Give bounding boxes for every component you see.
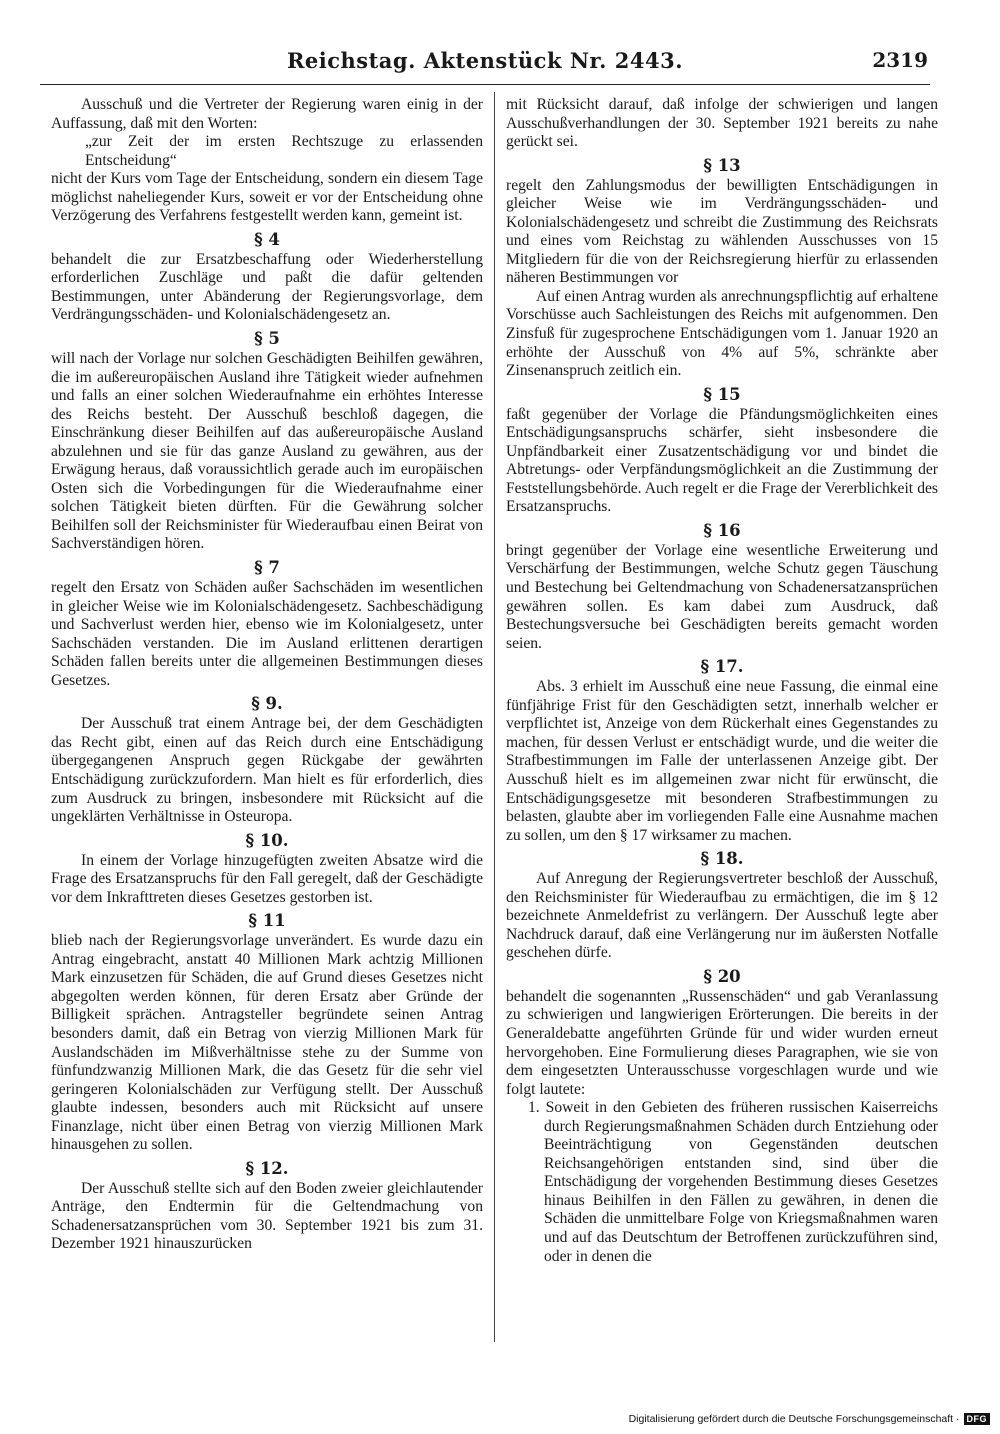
digitization-credit [629, 1413, 990, 1425]
section-heading-7: § 7 [254, 558, 280, 578]
credit-text: Digitalisierung gefördert durch die Deutsche Forschungsgemeinschaft · [628, 1413, 960, 1425]
section-9-text: Der Ausschuß trat einem Antrage bei, der dem Geschädigten das Recht gibt, einen auf das Reich durch eine Entschädigung übergegangenen Anspruch gegen Rückgabe der gewährten Entschädigung zurückzufordern. Man hielt es für erforderlich, dies zum Ausdruck zu bringen, insbesondere mit Rücksicht auf die ungeklärten Verhältnisse in Osteuropa. [51, 715, 483, 826]
section-heading-15: § 15 [703, 384, 741, 404]
dfg-logo: DFG [964, 1413, 991, 1425]
paragraph: nicht der Kurs vom Tage der Entscheidung, sondern ein diesem Tage möglichst naheliegender Kurs, soweit er vor der Entscheidung ohne Verzögerung des Verfahrens festgestellt werden kann, gemeint ist. [51, 170, 483, 225]
section-heading-13: § 13 [703, 155, 741, 175]
section-heading-5: § 5 [254, 329, 280, 349]
paragraph: Ausschuß und die Vertreter der Regierung waren einig in der Auffassung, daß mit den Worten: [51, 96, 483, 132]
section-heading-18: § 18. [700, 849, 744, 869]
section-11-text: blieb nach der Regierungsvorlage unverändert. Es wurde dazu ein Antrag eingebracht, anstatt 40 Millionen Mark achtzig Millionen Mark einzusetzen für Schäden, die auf Grund dieses Gesetzes nicht abgegolten werden können, für deren Ersatz aber Gründe der Billigkeit sprächen. Antragsteller begründete seinen Antrag besonders damit, daß ein Betrag von vierzig Millionen Mark für Auslandschäden im Mißverhältnisse stehe zu der Summe von fünfundzwanzig Millionen Mark, die das Gesetz für die sehr viel geringeren Kolonialschäden zur Verfügung stellt. Der Ausschuß glaubte indessen, besonders auch mit Rücksicht auf unsere Finanzlage, nicht über einen Betrag von vierzig Millionen Mark hinausgehen zu sollen. [51, 932, 483, 1154]
section-heading-9: § 9. [251, 694, 283, 714]
section-20-text: behandelt die sogenannten „Russenschäden“ und gab Veranlassung zu schwierigen und langwierigen Erörterungen. Die bereits in der Generaldebatte angeführten Gründe für und wider wurden erneut hervorgehoben. Eine Formulierung dieses Paragraphen, wie sie von dem eingesetzten Unterausschusse vorgeschlagen wurde und wie folgt lautete: [506, 987, 938, 1098]
quotation: „zur Zeit der im ersten Rechtszuge zu erlassenden Entscheidung“ [85, 133, 483, 169]
header-title: Reichstag. Aktenstück Nr. 2443. [286, 48, 684, 73]
page-number: 2319 [872, 48, 928, 72]
section-13-text-2: Auf einen Antrag wurden als anrechnungspflichtig auf erhaltene Vorschüsse auch Sachleistungen des Reichs mit aufgenommen. Den Zinsfuß für zugesprochene Entschädigungen vom 1. Januar 1920 an erhöhte der Ausschuß von 4% auf 5%, schränkte aber Zinsenanspruch zeitlich ein. [506, 287, 938, 380]
section-heading-10: § 10. [245, 830, 289, 850]
section-4-text: behandelt die zur Ersatzbeschaffung oder Wiederherstellung erforderlichen Zuschläge und paßt die dafür geltenden Bestimmungen, unter Abänderung der Regierungsvorlage, dem Verdrängungsschäden- und Kolonialschädengesetz an. [51, 250, 483, 324]
section-heading-4: § 4 [254, 229, 280, 249]
section-heading-20: § 20 [703, 966, 741, 986]
section-18-text: Auf Anregung der Regierungsvertreter beschloß der Ausschuß, den Reichsminister für Wiederaufbau zu ermächtigen, die im § 12 bezeichnete Anmeldefrist zu verlängern. Der Ausschuß legte aber Nachdruck darauf, daß eine Verlängerung nur im äußersten Notfalle geschehen dürfe. [506, 870, 938, 962]
list-item: 1. Soweit in den Gebieten des früheren russischen Kaiserreichs durch Regierungsmaßnahmen Schäden durch Entziehung oder Beeinträchtigung von Gegenständen deutschen Reichsangehörigen entstanden sind, sind über die Entschädigung der vorgehenden Bestimmung dieses Gesetzes hinaus Beihilfen in den Fällen zu gewähren, in denen die Schäden die unmittelbare Folge von Kriegsmaßnahmen waren und auf das Deutschtum der Betroffenen zurückzuführen sind, oder in denen die [528, 1099, 938, 1265]
running-header [40, 44, 930, 85]
paragraph: mit Rücksicht darauf, daß infolge der schwierigen und langen Ausschußverhandlungen der 30. September 1921 bereits zu nahe gerückt sei. [506, 96, 938, 151]
section-16-text: bringt gegenüber der Vorlage eine wesentliche Erweiterung und Verschärfung der Bestimmungen, welche Schutz gegen Täuschung und Bestechung bei Geltendmachung von Schadenersatzansprüchen gewähren sollen. Es kam dabei zum Ausdruck, daß Bestechungsversuche bei Geschädigten bereits gemacht worden seien. [506, 541, 938, 652]
right-column [506, 96, 938, 1340]
section-heading-12: § 12. [245, 1158, 289, 1178]
section-20-list [506, 1099, 938, 1266]
section-15-text: faßt gegenüber der Vorlage die Pfändungsmöglichkeiten eines Entschädigungsanspruchs schärfer, sieht insbesondere die Unpfändbarkeit einer Zusatzentschädigung vor und bindet die Abtretungs- oder Verpfändungsmöglichkeit an die Zustimmung der Feststellungsbehörde. Auch regelt er die Frage der Vererblichkeit des Ersatzanspruchs. [506, 405, 938, 516]
section-heading-17: § 17. [700, 657, 744, 677]
section-12-text: Der Ausschuß stellte sich auf den Boden zweier gleichlautender Anträge, den Endtermin für die Geltendmachung von Schadenersatzansprüchen vom 30. September 1921 bis zum 31. Dezember 1921 hinauszurücken [51, 1179, 483, 1253]
section-17-text: Abs. 3 erhielt im Ausschuß eine neue Fassung, die einmal eine fünfjährige Frist für den Geschädigten setzt, innerhalb welcher er verpflichtet ist, Anzeige von dem Rückerhalt eines Gegenstandes zu machen, für dessen Verlust er entschädigt wurde, und die weiter die Strafbestimmungen im Falle der unterlassenen Anzeige gibt. Der Ausschuß hielt es im allgemeinen zwar nicht für erwünscht, die Entschädigungsgesetze mit besonderen Strafbestimmungen zu belasten, glaubte aber im vorliegenden Falle eine Ausnahme machen zu sollen, um den § 17 wirksamer zu machen. [506, 678, 938, 844]
section-7-text: regelt den Ersatz von Schäden außer Sachschäden im wesentlichen in gleicher Weise wie im Kolonialschädengesetz. Sachbeschädigung und Sachverlust werden hier, ebenso wie im Kolonialgesetz, unter Sachschäden verstanden. Die im Ausland erlittenen derartigen Schäden fallen bereits unter die allgemeinen Bestimmungen dieses Gesetzes. [51, 579, 483, 689]
left-column [51, 96, 483, 1340]
column-divider [494, 92, 495, 1342]
section-10-text: In einem der Vorlage hinzugefügten zweiten Absatze wird die Frage des Ersatzanspruchs für den Fall geregelt, daß der Geschädigte vor dem Inkrafttreten dieses Gesetzes gestorben ist. [51, 851, 483, 906]
section-13-text: regelt den Zahlungsmodus der bewilligten Entschädigungen in gleicher Weise wie im Verdrängungsschäden- und Kolonialschädengesetz und schreibt die Zustimmung des Reichsrats und eines vom Reichstag zu wählenden Ausschusses von 15 Mitgliedern für die von der Reichsregierung hierfür zu erlassenden näheren Bestimmungen vor [506, 176, 938, 287]
section-heading-11: § 11 [248, 911, 286, 931]
section-heading-16: § 16 [703, 520, 741, 540]
section-5-text: will nach der Vorlage nur solchen Geschädigten Beihilfen gewähren, die im außereuropäischen Ausland ihre Tätigkeit wieder aufnehmen und falls an einer solchen Wiederaufnahme ein erhöhtes Interesse des Reichs besteht. Der Ausschuß beschloß dagegen, die Einschränkung dieser Beihilfen auf das außereuropäische Ausland abzulehnen und sie für das ganze Ausland zu gewähren, aus der Erwägung heraus, daß voraussichtlich gerade auch im europäischen Osten sich die Vorbedingungen für die Wiederaufnahme einer solchen Tätigkeit bieten dürften. Für die Gewährung solcher Beihilfen soll der Reichsminister für Wiederaufbau einen Beirat von Sachverständigen hören. [51, 350, 483, 553]
